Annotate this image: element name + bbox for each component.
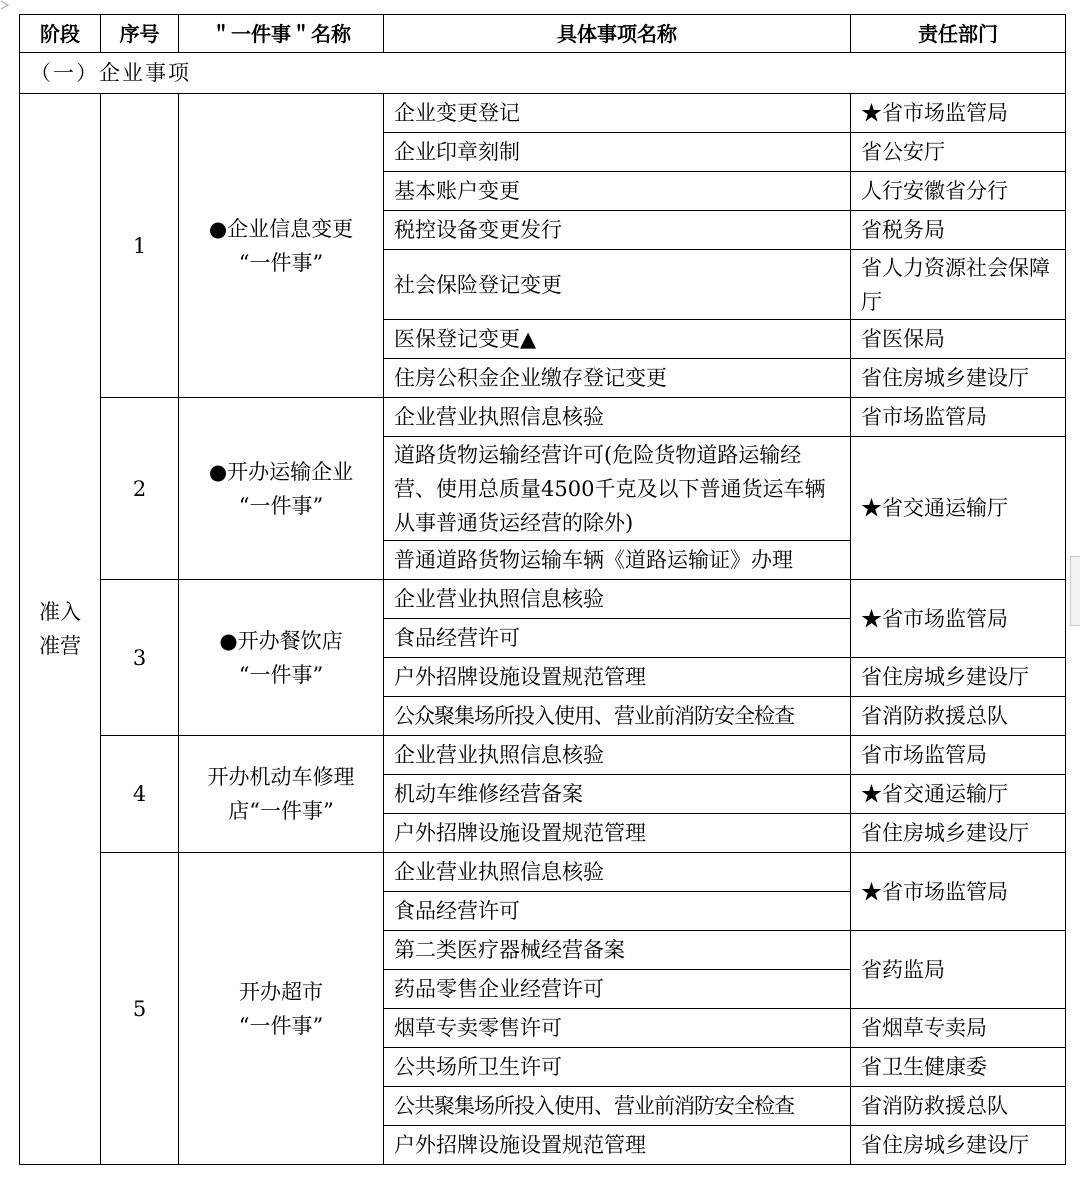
table-row <box>20 580 1066 619</box>
matter-cell: 企业营业执照信息核验 <box>384 853 851 892</box>
dept-cell: 省住房城乡建设厅 <box>851 814 1066 853</box>
dept-cell: 省医保局 <box>851 320 1066 359</box>
dept-cell: 人行安徽省分行 <box>851 172 1066 211</box>
dept-cell: 省住房城乡建设厅 <box>851 359 1066 398</box>
dept-cell: 省药监局 <box>851 931 1066 1009</box>
matter-cell: 住房公积金企业缴存登记变更 <box>384 359 851 398</box>
group-number: 3 <box>101 580 179 736</box>
matter-cell: 户外招牌设施设置规范管理 <box>384 658 851 697</box>
stage-cell <box>20 94 101 1165</box>
corner-arrow-icon <box>0 0 10 10</box>
group-name-line: “一件事” <box>238 493 324 518</box>
header-matter-name: 具体事项名称 <box>384 15 851 53</box>
matter-cell: 企业营业执照信息核验 <box>384 398 851 437</box>
matter-cell: 企业变更登记 <box>384 94 851 133</box>
dept-cell: 省住房城乡建设厅 <box>851 658 1066 697</box>
matter-cell: 机动车维修经营备案 <box>384 775 851 814</box>
section-row <box>20 53 1066 94</box>
section-label: （一）企业事项 <box>20 53 1066 94</box>
group-name <box>179 736 384 853</box>
table-row <box>20 398 1066 437</box>
group-name-line: “一件事” <box>238 1013 324 1038</box>
group-name-line: 开办超市 <box>239 979 323 1004</box>
matter-cell: 基本账户变更 <box>384 172 851 211</box>
dept-cell: 省消防救援总队 <box>851 697 1066 736</box>
matter-table <box>19 14 1066 1165</box>
table-header-row <box>20 15 1066 53</box>
dept-cell: 省公安厅 <box>851 133 1066 172</box>
header-number: 序号 <box>101 15 179 53</box>
matter-cell: 税控设备变更发行 <box>384 211 851 250</box>
dept-cell: ★省市场监管局 <box>851 94 1066 133</box>
dept-cell: 省烟草专卖局 <box>851 1009 1066 1048</box>
matter-cell: 食品经营许可 <box>384 892 851 931</box>
table-row <box>20 853 1066 892</box>
header-one-thing-name: ＂一件事＂名称 <box>179 15 384 53</box>
matter-cell: 烟草专卖零售许可 <box>384 1009 851 1048</box>
matter-cell: 公共聚集场所投入使用、营业前消防安全检查 <box>384 1087 851 1126</box>
matter-cell: 药品零售企业经营许可 <box>384 970 851 1009</box>
matter-cell: 道路货物运输经营许可(危险货物道路运输经营、使用总质量4500千克及以下普通货运车辆从事普通货运经营的除外) <box>384 437 851 541</box>
group-number: 4 <box>101 736 179 853</box>
group-number: 2 <box>101 398 179 580</box>
dept-cell: 省税务局 <box>851 211 1066 250</box>
matter-cell: 普通道路货物运输车辆《道路运输证》办理 <box>384 541 851 580</box>
matter-cell: 企业营业执照信息核验 <box>384 580 851 619</box>
group-name-line: ●开办运输企业 <box>208 459 354 484</box>
matter-cell: 公众聚集场所投入使用、营业前消防安全检查 <box>384 697 851 736</box>
group-name <box>179 398 384 580</box>
group-name <box>179 853 384 1165</box>
dept-cell: 省消防救援总队 <box>851 1087 1066 1126</box>
group-number: 1 <box>101 94 179 398</box>
scrollbar-handle[interactable] <box>1070 556 1080 626</box>
matter-cell: 企业印章刻制 <box>384 133 851 172</box>
matter-cell: 社会保险登记变更 <box>384 250 851 320</box>
matter-cell: 第二类医疗器械经营备案 <box>384 931 851 970</box>
group-number: 5 <box>101 853 179 1165</box>
dept-cell: ★省交通运输厅 <box>851 437 1066 580</box>
dept-cell: 省卫生健康委 <box>851 1048 1066 1087</box>
dept-cell: ★省市场监管局 <box>851 580 1066 658</box>
dept-cell: 省住房城乡建设厅 <box>851 1126 1066 1165</box>
table-row <box>20 94 1066 133</box>
dept-cell: 省市场监管局 <box>851 736 1066 775</box>
matter-cell: 医保登记变更▲ <box>384 320 851 359</box>
dept-cell: 省人力资源社会保障厅 <box>851 250 1066 320</box>
matter-cell: 企业营业执照信息核验 <box>384 736 851 775</box>
group-name-line: ●开办餐饮店 <box>219 628 343 653</box>
group-name-line: 开办机动车修理 <box>207 765 355 789</box>
group-name <box>179 94 384 398</box>
matter-cell: 食品经营许可 <box>384 619 851 658</box>
matter-cell: 户外招牌设施设置规范管理 <box>384 814 851 853</box>
group-name-line: “一件事” <box>238 250 324 275</box>
group-name-line: 店“一件事” <box>228 799 334 823</box>
table-row <box>20 736 1066 775</box>
group-name-line: ●企业信息变更 <box>208 216 354 241</box>
dept-cell: 省市场监管局 <box>851 398 1066 437</box>
header-department: 责任部门 <box>851 15 1066 53</box>
group-name-line: “一件事” <box>238 662 324 687</box>
group-name <box>179 580 384 736</box>
stage-line: 准营 <box>39 634 81 658</box>
matter-cell: 公共场所卫生许可 <box>384 1048 851 1087</box>
dept-cell: ★省交通运输厅 <box>851 775 1066 814</box>
header-stage: 阶段 <box>20 15 101 53</box>
dept-cell: ★省市场监管局 <box>851 853 1066 931</box>
matter-cell: 户外招牌设施设置规范管理 <box>384 1126 851 1165</box>
stage-line: 准入 <box>39 600 81 624</box>
